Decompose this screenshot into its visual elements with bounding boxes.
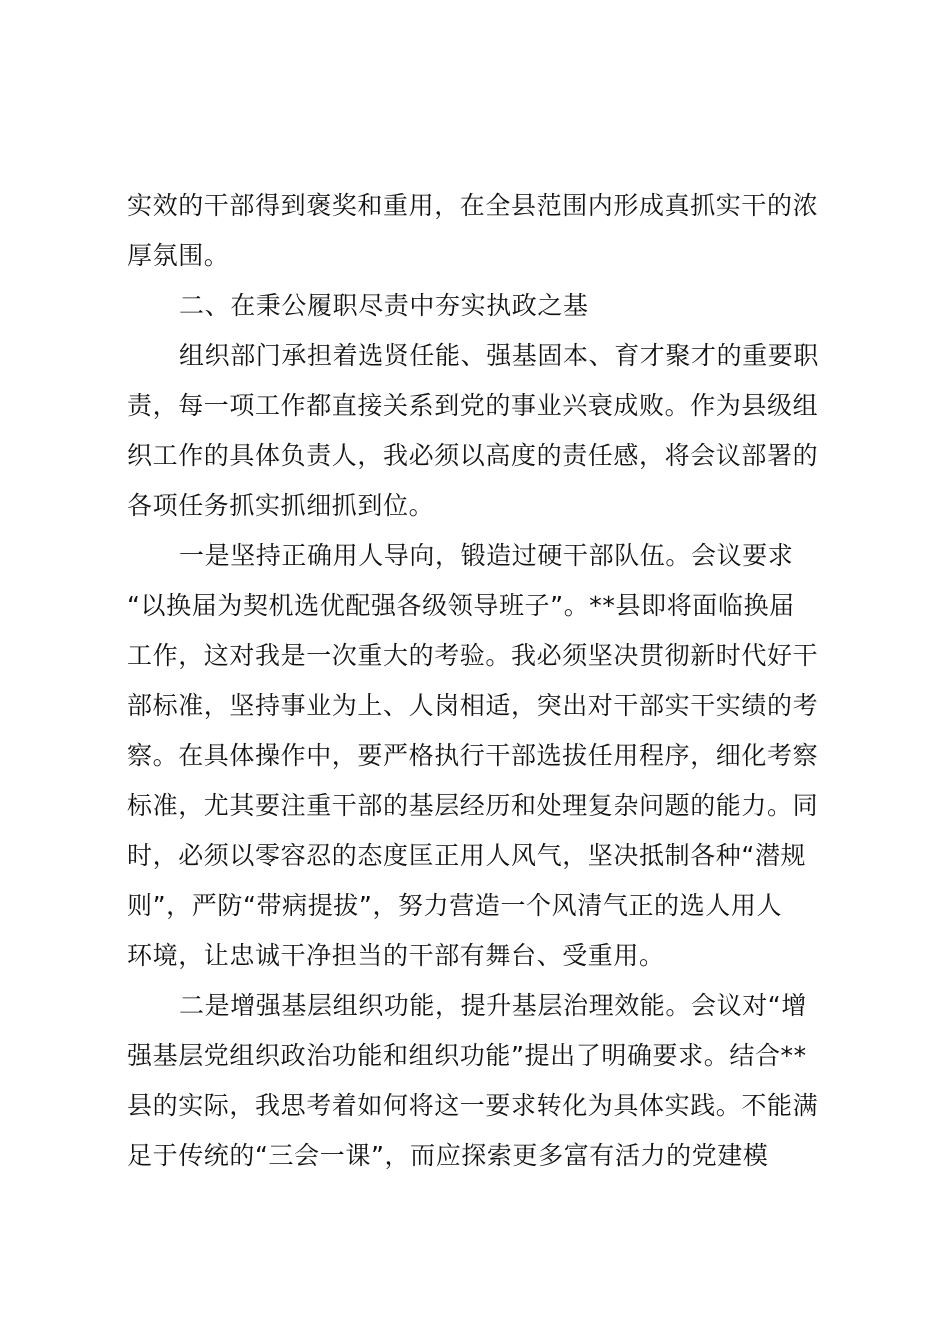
- paragraph-line: 工作，这对我是一次重大的考验。我必须坚决贯彻新时代好干: [127, 641, 819, 670]
- paragraph-line: 织工作的具体负责人，我必须以高度的责任感，将会议部署的: [127, 441, 819, 470]
- paragraph-line: “以换届为契机选优配强各级领导班子”。**县即将面临换届: [127, 591, 795, 620]
- document-page: [127, 181, 831, 1181]
- paragraph-line: 环境，让忠诚干净担当的干部有舞台、受重用。: [127, 941, 665, 970]
- paragraph-line: 实效的干部得到褒奖和重用，在全县范围内形成真抓实干的浓: [127, 191, 819, 220]
- paragraph-line: 标准，尤其要注重干部的基层经历和处理复杂问题的能力。同: [127, 791, 819, 820]
- paragraph-line: 责，每一项工作都直接关系到党的事业兴衰成败。作为县级组: [127, 391, 819, 420]
- paragraph-line: 一是坚持正确用人导向，锻造过硬干部队伍。会议要求: [179, 541, 794, 570]
- paragraph-line: 组织部门承担着选贤任能、强基固本、育才聚才的重要职: [179, 341, 820, 370]
- paragraph-line: 县的实际，我思考着如何将这一要求转化为具体实践。不能满: [127, 1091, 819, 1120]
- paragraph-line: 各项任务抓实抓细抓到位。: [127, 491, 435, 520]
- paragraph-line: 部标准，坚持事业为上、人岗相适，突出对干部实干实绩的考: [127, 691, 819, 720]
- paragraph-line: 强基层党组织政治功能和组织功能”提出了明确要求。结合**: [127, 1041, 807, 1070]
- paragraph-line: 时，必须以零容忍的态度匡正用人风气，坚决抵制各种“潜规: [127, 841, 807, 870]
- paragraph-line: 足于传统的“三会一课”，而应探索更多富有活力的党建模: [127, 1141, 769, 1170]
- section-heading: 二、在秉公履职尽责中夯实执政之基: [179, 291, 589, 320]
- paragraph-line: 二是增强基层组织功能，提升基层治理效能。会议对“增: [179, 991, 807, 1020]
- paragraph-line: 厚氛围。: [127, 241, 230, 270]
- paragraph-line: 则”，严防“带病提拔”，努力营造一个风清气正的选人用人: [127, 891, 783, 920]
- paragraph-line: 察。在具体操作中，要严格执行干部选拔任用程序，细化考察: [127, 741, 819, 770]
